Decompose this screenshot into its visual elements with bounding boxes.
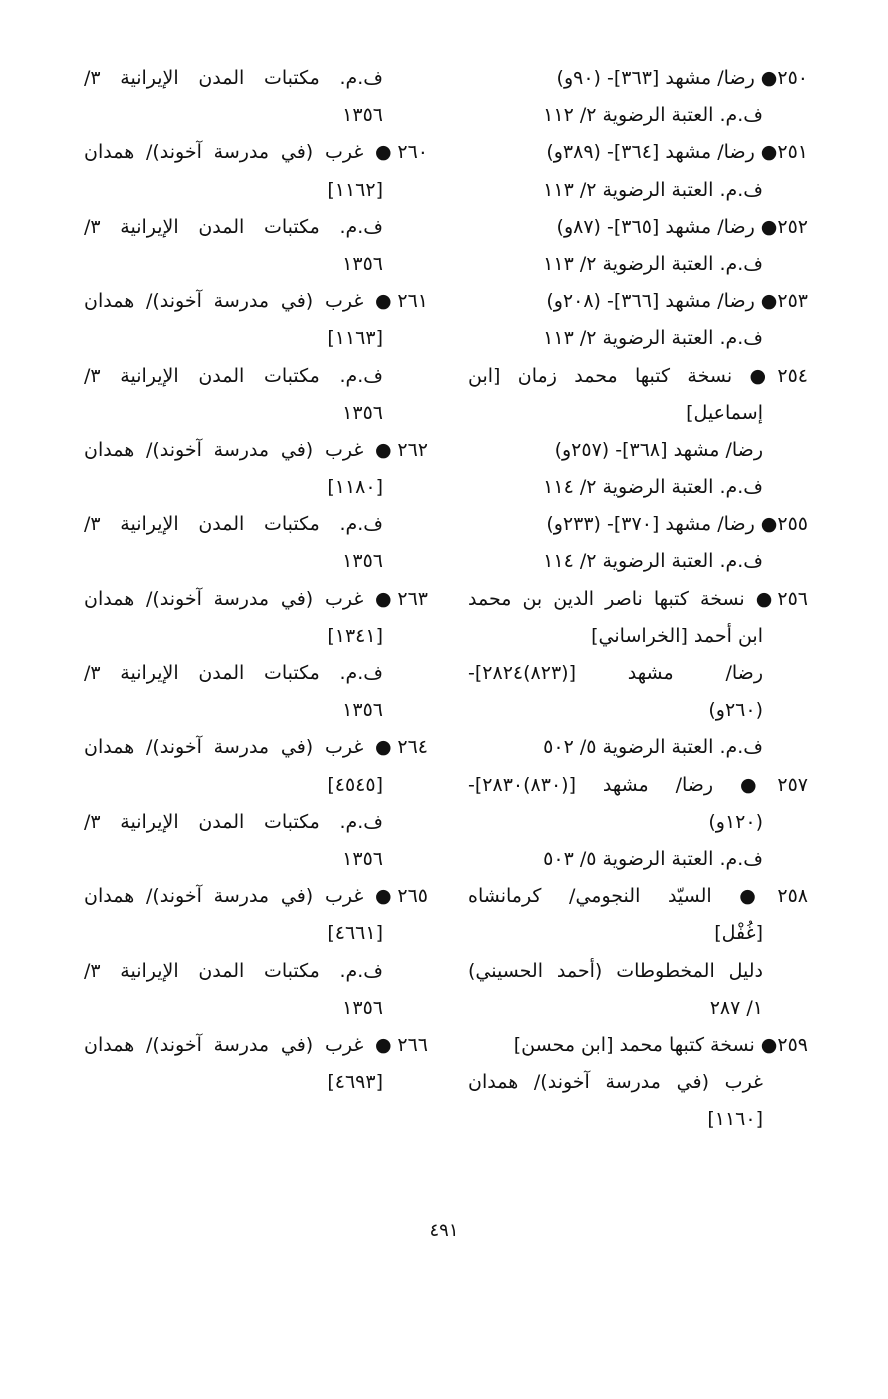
text-line: ٢٥٦● نسخة كتبها ناصر الدين بن محمد [468,587,808,610]
text-line: ف.م. العتبة الرضوية ٢/ ١١٣ [543,252,763,275]
left-column [84,60,428,1101]
text-line: ف.م. العتبة الرضوية ٢/ ١١٤ [543,476,763,499]
text-line: [٤٦٦١] [327,922,383,945]
text-line: [١٣٤١] [327,624,383,647]
text-line: ف.م. العتبة الرضوية ٢/ ١١٣ [543,178,763,201]
text-line: ٢٥٥● رضا/ مشهد [٣٧٠]- (٢٣٣و) [546,513,808,536]
text-line: ٢٦٢● غرب (في مدرسة آخوند)/ همدان [84,438,428,461]
text-line: ٢٥٠● رضا/ مشهد [٣٦٣]- (٩٠و) [556,67,808,89]
text-line: (٢٦٠و) [708,699,763,722]
text-line: [١١٦٠] [707,1108,763,1131]
text-line: ف.م. مكتبات المدن الإيرانية ٣/ [84,364,383,387]
text-line: [٤٥٤٥] [327,773,383,796]
text-line: ٢٥٨● السيّد النجومي/ كرمانشاه [468,885,808,908]
page-number: ٤٩١ [429,1220,459,1241]
text-line: ف.م. مكتبات المدن الإيرانية ٣/ [84,810,383,833]
text-line: [١١٦٣] [327,327,383,350]
text-line: ف.م. العتبة الرضوية ٢/ ١١٢ [543,104,763,127]
text-line: رضا/ مشهد [٣٦٨]- (٢٥٧و) [554,438,763,461]
right-column [468,60,808,1138]
text-line: ف.م. مكتبات المدن الإيرانية ٣/ [84,513,383,536]
text-line: ٢٥٤● نسخة كتبها محمد زمان [ابن [468,364,808,387]
text-line: [غُفْل] [714,922,763,945]
text-line: ٢٦٣● غرب (في مدرسة آخوند)/ همدان [84,587,428,610]
text-line: إسماعيل] [686,401,763,424]
text-line: ٢٦٥● غرب (في مدرسة آخوند)/ همدان [84,885,428,908]
text-line: ف.م. العتبة الرضوية ٥/ ٥٠٣ [543,847,763,870]
text-line: [١١٦٢] [327,178,383,201]
text-line: ٢٥٩● نسخة كتبها محمد [ابن محسن] [513,1033,808,1056]
text-line: رضا/ مشهد [(٨٢٣)٢٨٢٤]- [468,662,763,684]
text-line: ٢٥٢● رضا/ مشهد [٣٦٥]- (٨٧و) [556,215,808,238]
text-line: ١٣٥٦ [342,252,383,275]
text-line: ٢٥٧● رضا/ مشهد [(٨٣٠)٢٨٣٠]- [468,773,808,796]
text-line: ف.م. مكتبات المدن الإيرانية ٣/ [84,215,383,238]
text-line: ٢٦٦● غرب (في مدرسة آخوند)/ همدان [84,1033,428,1056]
text-line: غرب (في مدرسة آخوند)/ همدان [468,1071,763,1094]
text-line: ١٣٥٦ [342,699,383,722]
text-line: ٢٦٠● غرب (في مدرسة آخوند)/ همدان [84,141,428,164]
text-line: ١٣٥٦ [342,550,383,573]
text-line: ف.م. العتبة الرضوية ٢/ ١١٣ [543,327,763,350]
text-line: ١٣٥٦ [342,401,383,424]
text-line: [١١٨٠] [327,476,383,499]
text-line: ١٣٥٦ [342,996,383,1019]
text-line: ١٣٥٦ [342,847,383,870]
text-line: [٤٦٩٣] [327,1071,383,1094]
text-line: ف.م. مكتبات المدن الإيرانية ٣/ [84,959,383,982]
text-line: ف.م. مكتبات المدن الإيرانية ٣/ [84,662,383,684]
text-line: ف.م. مكتبات المدن الإيرانية ٣/ [84,67,383,89]
text-line: ٢٥٣● رضا/ مشهد [٣٦٦]- (٢٠٨و) [546,290,808,313]
text-line: ف.م. العتبة الرضوية ٢/ ١١٤ [543,550,763,573]
text-line: ف.م. العتبة الرضوية ٥/ ٥٠٢ [543,736,763,759]
text-line: (١٢٠و) [708,810,763,833]
text-line: ابن أحمد [الخراساني] [591,624,763,647]
text-line: ١/ ٢٨٧ [709,996,763,1019]
text-line: ٢٦١● غرب (في مدرسة آخوند)/ همدان [84,290,428,313]
text-line: دليل المخطوطات (أحمد الحسيني) [468,959,763,982]
text-line: ٢٦٤● غرب (في مدرسة آخوند)/ همدان [84,736,428,759]
text-line: ١٣٥٦ [342,104,383,127]
text-line: ٢٥١● رضا/ مشهد [٣٦٤]- (٣٨٩و) [546,141,808,164]
